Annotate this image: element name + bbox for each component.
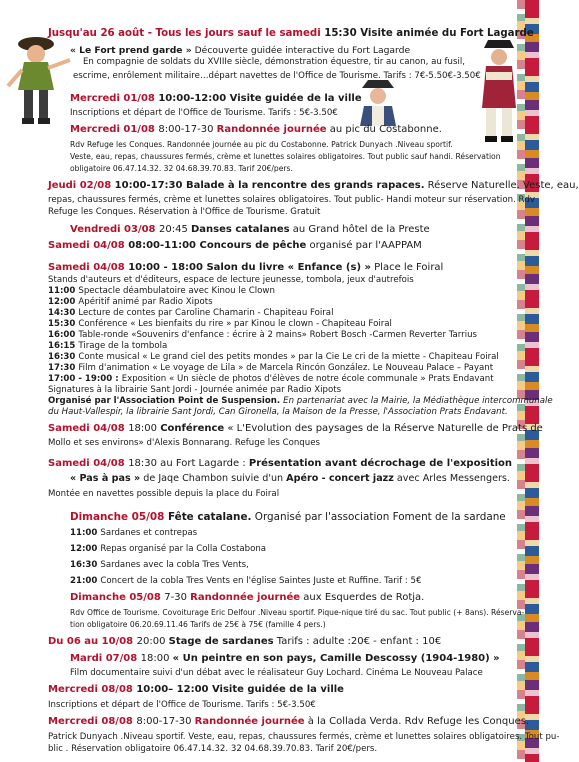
event-text: 17:00 - 19:00 :	[48, 374, 122, 384]
event-text: Danses catalanes	[191, 224, 290, 235]
event-text: au Grand hôtel de la Preste	[289, 224, 430, 235]
event-text: « L'Evolution des paysages de la Réserve Naturelle de Prats de	[224, 423, 543, 434]
event-text: 8:00-17-30	[136, 716, 195, 727]
event-date: Vendredi 03/08	[70, 224, 159, 235]
event-text: tion obligatoire 06.20.69.11.46 Tarifs de 25€ à 75€ (famille 4 pers.)	[70, 620, 326, 629]
event-line	[48, 262, 443, 273]
event-line	[70, 608, 524, 617]
event-text: Inscriptions et départ de l'Office de Tourisme. Tarifs : 5€-3.50€	[48, 700, 316, 710]
event-text: « Un peintre en son pays, Camille Descossy (1904-1980) »	[172, 653, 500, 664]
event-text: 17:30	[48, 363, 79, 373]
event-line	[70, 528, 197, 538]
event-text: 11:00	[70, 528, 101, 538]
event-text: Repas organisé par la Colla Costabona	[100, 544, 267, 554]
event-line	[70, 544, 266, 554]
event-text: 16:30	[70, 560, 101, 570]
event-text: 18:00	[128, 423, 161, 434]
event-line	[48, 28, 534, 39]
event-text: Rdv Office de Tourisme. Covoiturage Eric Delfour .Niveau sportif. Pique-nique tiré du sac. Tout public (+ 8ans). Réserva-	[70, 608, 525, 617]
event-text: Apéritif animé par Radio Xipots	[78, 297, 213, 307]
event-text: 16:15	[48, 341, 79, 351]
event-text: 21:00	[70, 576, 101, 586]
event-line	[48, 330, 477, 340]
event-line	[48, 684, 344, 695]
event-date: Mercredi 08/08	[48, 716, 137, 727]
event-text: Stage de sardanes	[168, 636, 274, 647]
event-date: Jeudi 02/08	[48, 180, 115, 191]
event-line	[70, 140, 453, 149]
event-text: 11:00	[48, 286, 79, 296]
event-text: aux Esquerdes de Rotja.	[300, 592, 425, 603]
event-date: Samedi 04/08	[48, 458, 129, 469]
event-line	[48, 286, 275, 296]
event-text: Film d'animation « Le voyage de Lila » de Marcela Rincón González. Le Nouveau Palace – Payant	[78, 363, 494, 373]
event-text: Conférence « Les bienfaits du rire » par Kinou le clown - Chapiteau Foiral	[78, 319, 392, 329]
event-line	[48, 297, 213, 307]
event-text: Réserve Naturelle. Veste, eau,	[424, 180, 579, 191]
event-text: au pic du Costabonne.	[326, 124, 442, 135]
event-line	[48, 744, 377, 754]
event-line	[48, 341, 167, 351]
event-line	[48, 636, 441, 647]
event-text: 18:30 au Fort Lagarde :	[128, 458, 249, 469]
event-date: Samedi 04/08	[48, 423, 129, 434]
event-text: Découverte guidée interactive du Fort Lagarde	[191, 45, 411, 56]
event-text: repas, chaussures fermés, crème et lunettes solaires obligatoires. Tout public- Handi moteur sur réservation. Rdv	[48, 195, 536, 205]
guard-soldier-figure	[476, 38, 522, 148]
event-date: Jusqu'au 26 août - Tous les jours sauf le samedi	[48, 28, 325, 39]
event-text: 7-30	[164, 592, 191, 603]
event-line	[70, 93, 362, 104]
event-line	[70, 152, 501, 161]
event-line	[48, 458, 512, 469]
event-date: Dimanche 05/08	[70, 511, 168, 523]
event-date: Mardi 07/08	[70, 653, 141, 664]
event-text: Conte musical « Le grand ciel des petits mondes » par la Cie Le cri de la miette - Chapiteau Foiral	[78, 352, 499, 362]
soldier-portrait-figure	[358, 78, 398, 126]
event-date: Mercredi 01/08	[70, 93, 159, 104]
event-text: 20:45	[159, 224, 191, 235]
event-text: 20:00	[136, 636, 169, 647]
event-text: 12:00	[48, 297, 79, 307]
event-line	[83, 57, 465, 67]
event-text: Apéro - concert jazz	[286, 473, 394, 484]
event-text: Lecture de contes par Caroline Chamarin - Chapiteau Foiral	[78, 308, 334, 318]
event-text: « Pas à pas »	[70, 473, 141, 484]
event-line	[48, 207, 320, 217]
event-text: Sardanes avec la cobla Tres Vents,	[100, 560, 249, 570]
event-line	[70, 668, 483, 678]
event-line	[48, 489, 279, 499]
event-line	[70, 653, 500, 664]
event-text: Fête catalane.	[167, 511, 252, 523]
event-date: Dimanche 05/08	[70, 592, 165, 603]
event-text: Signatures à la librairie Sant Jordi - Journée animée par Radio Xipots	[48, 385, 342, 395]
event-text: 10:00-12:00 Visite guidée de la ville	[158, 93, 362, 104]
event-text: Tirage de la tombola	[78, 341, 168, 351]
event-text: « Le Fort prend garde »	[70, 45, 192, 56]
event-text: 18:00	[140, 653, 173, 664]
event-line	[70, 164, 293, 173]
event-line	[48, 732, 559, 742]
event-text: En compagnie de soldats du XVIIIe siècle, démonstration équestre, tir au canon, au fusil,	[83, 57, 465, 67]
event-text: de Jaqe Chambon suivie d'un	[140, 473, 287, 484]
event-date: Randonnée journée	[194, 716, 305, 727]
event-text: avec Arles Messengers.	[393, 473, 510, 484]
event-line	[70, 45, 410, 56]
event-line	[70, 473, 510, 484]
event-line	[48, 319, 392, 329]
event-text: Inscriptions et départ de l'Office de Tourisme. Tarifs : 5€-3.50€	[70, 108, 338, 118]
event-line	[48, 700, 316, 710]
event-line	[70, 511, 506, 523]
event-date: Samedi 04/08	[48, 240, 129, 251]
event-text: Exposition « Un siècle de photos d'élèves de notre école communale » Prats Endavant	[121, 374, 494, 384]
event-line	[48, 716, 529, 727]
event-line	[48, 180, 579, 191]
event-text: 14:30	[48, 308, 79, 318]
event-text: Organisé par l'Association Point de Suspension.	[48, 396, 284, 406]
event-text: du Haut-Vallespir, la librairie Sant Jordi, Can Gironella, la Maison de la Presse, l'Association Prats Endavant.	[48, 407, 508, 417]
event-text: Spectacle déambulatoire avec Kinou le Clown	[78, 286, 275, 296]
event-text: à la Collada Verda.	[304, 716, 402, 727]
event-date: Mercredi 08/08	[48, 684, 137, 695]
event-text: 12:00	[70, 544, 101, 554]
event-line	[70, 560, 249, 570]
event-text: En partenariat avec la Mairie, la Médiathèque intercommunale	[283, 396, 553, 406]
event-date: Du 06 au 10/08	[48, 636, 137, 647]
event-text: Refuge les Conques. Réservation à l'Office de Tourisme. Gratuit	[48, 207, 321, 217]
event-text: Table-ronde «Souvenirs d'enfance : écrire à 2 mains» Robert Bosch -Carmen Reverter Tarrius	[78, 330, 478, 340]
event-text: 16:00	[48, 330, 79, 340]
event-line	[48, 438, 320, 448]
event-text: 10:00– 12:00 Visite guidée de la ville	[136, 684, 344, 695]
event-line	[70, 124, 442, 135]
event-line	[48, 352, 499, 362]
event-text: Sardanes et contrepas	[100, 528, 198, 538]
event-line	[48, 363, 493, 373]
event-line	[70, 576, 422, 586]
event-text: Montée en navettes possible depuis la place du Foiral	[48, 489, 280, 499]
event-text: 08:00-11:00 Concours de pêche	[128, 240, 307, 251]
event-text: Organisé par l'association Foment de la sardane	[251, 511, 506, 523]
event-text: Rdv Refuge les Conques.	[401, 716, 530, 727]
event-date: Randonnée journée	[190, 592, 301, 603]
event-text: blic . Réservation obligatoire 06.47.14.32. 32 04.68.39.70.83. Tarif 20€/pers.	[48, 744, 378, 754]
event-date: Mercredi 01/08	[70, 124, 159, 135]
event-text: Conférence	[160, 423, 225, 434]
event-line	[70, 620, 326, 629]
event-line	[48, 407, 508, 417]
event-text: Rdv Refuge les Conques. Randonnée journée au pic du Costabonne. Patrick Dunyach .Niveau sportif.	[70, 140, 453, 149]
event-text: 10:00-17:30 Balade à la rencontre des grands rapaces.	[114, 180, 425, 191]
event-line	[48, 423, 543, 434]
event-text: 15:30	[48, 319, 79, 329]
event-line	[48, 385, 341, 395]
event-line	[70, 224, 430, 235]
event-text: Place le Foiral	[370, 262, 444, 273]
event-text: Film documentaire suivi d'un débat avec le réalisateur Guy Lochard. Cinéma Le Nouveau Palace	[70, 668, 483, 678]
event-text: organisé par l'AAPPAM	[306, 240, 422, 251]
event-text: Veste, eau, repas, chaussures fermés, crème et lunettes solaires obligatoires. Tout public sauf handi. Réservation	[70, 152, 501, 161]
event-text: obligatoire 06.47.14.32. 32 04.68.39.70.83. Tarif 20€/pers.	[70, 164, 293, 173]
event-line	[48, 374, 494, 384]
event-text: Stands d'auteurs et d'éditeurs, espace de lecture jeunesse, tombola, jeux d'autrefois	[48, 275, 414, 285]
event-date: Randonnée journée	[216, 124, 327, 135]
event-text: Patrick Dunyach .Niveau sportif. Veste, eau, repas, chaussures fermés, crème et lunettes solaires obligatoires. Tout pu-	[48, 732, 560, 742]
event-text: Mollo et ses environs» d'Alexis Bonnarang. Refuge les Conques	[48, 438, 320, 448]
event-text: Présentation avant décrochage de l'exposition	[248, 458, 513, 469]
decorative-stripe-border	[525, 0, 539, 762]
event-line	[48, 275, 414, 285]
event-line	[48, 308, 333, 318]
event-text: 10:00 - 18:00 Salon du livre « Enfance (s) »	[128, 262, 371, 273]
event-line	[48, 240, 422, 251]
event-text: Tarifs : adulte :20€ - enfant : 10€	[273, 636, 442, 647]
event-line	[70, 592, 424, 603]
event-date: Samedi 04/08	[48, 262, 129, 273]
event-text: 15:30 Visite animée du Fort Lagarde	[324, 28, 534, 39]
event-line	[48, 396, 553, 406]
event-text: Concert de la cobla Tres Vents en l'église Saintes Juste et Ruffine. Tarif : 5€	[100, 576, 422, 586]
event-text: 16:30	[48, 352, 79, 362]
event-line	[48, 195, 535, 205]
child-soldier-figure	[2, 30, 70, 130]
event-line	[73, 71, 481, 81]
event-text: escrime, enrôlement militaire…départ navettes de l'Office de Tourisme. Tarifs : 7€-5.50€-3.50€	[73, 71, 481, 81]
event-text: 8:00-17-30	[158, 124, 217, 135]
event-line	[70, 108, 338, 118]
